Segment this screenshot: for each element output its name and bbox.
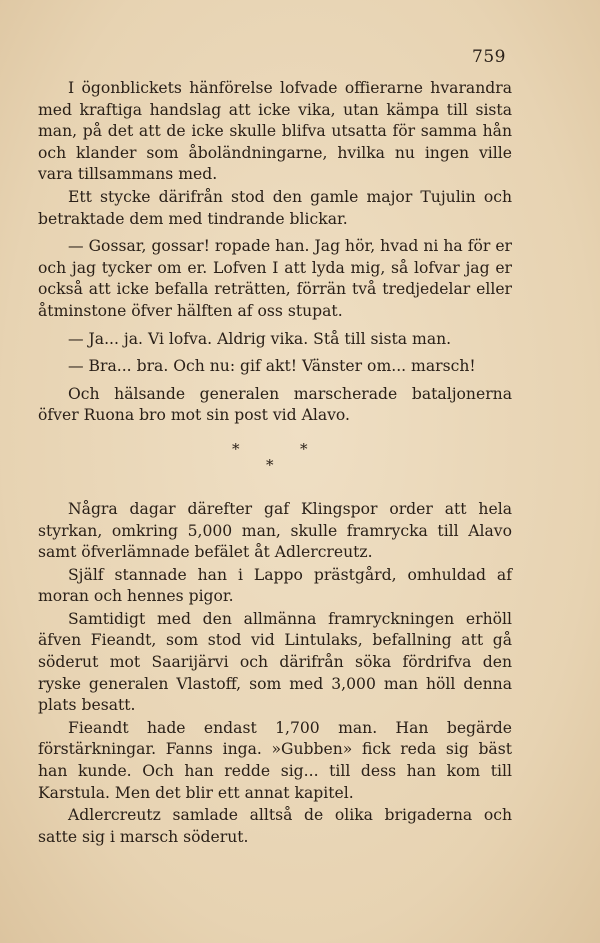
dialogue-paragraph: — Gossar, gossar! ropade han. Jag hör, hvad ni ha för er och jag tycker om er. Lofven I att lyda mig, så lofvar jag er också att icke befalla reträtten, förrän två tredjedelar eller åtminstone öfver hälften af oss stupat. bbox=[38, 237, 512, 320]
paragraph: Samtidigt med den allmänna framryckningen erhöll äfven Fieandt, som stod vid Lintulaks, befallning att gå söderut mot Saarijärvi och därifrån söka fördrifva den ryske generalen Vlastoff, som med 3,000 man höll denna plats besatt. bbox=[38, 609, 512, 715]
body-text bbox=[38, 78, 512, 848]
paragraph: Själf stannade han i Lappo prästgård, omhuldad af moran och hennes pigor. bbox=[38, 565, 512, 606]
paragraph: Och hälsande generalen marscherade bataljonerna öfver Ruona bro mot sin post vid Alavo. bbox=[38, 384, 512, 425]
separator-star: * bbox=[300, 439, 308, 458]
page-number: 759 bbox=[472, 47, 506, 67]
dialogue-paragraph: — Bra... bra. Och nu: gif akt! Vänster om... marsch! bbox=[68, 357, 476, 376]
paragraph: Några dagar därefter gaf Klingspor order att hela styrkan, omkring 5,000 man, skulle framrycka till Alavo samt öfverlämnade befälet åt Adlercreutz. bbox=[38, 499, 512, 562]
paragraph: Ett stycke därifrån stod den gamle major Tujulin och betraktade dem med tindrande blickar. bbox=[38, 187, 512, 228]
separator-star: * bbox=[232, 439, 240, 458]
paragraph: Adlercreutz samlade alltså de olika brigaderna och satte sig i marsch söderut. bbox=[38, 806, 512, 846]
dialogue-paragraph: — Ja... ja. Vi lofva. Aldrig vika. Stå till sista man. bbox=[68, 329, 452, 348]
separator-star: * bbox=[266, 455, 274, 474]
paragraph: I ögonblickets hänförelse lofvade offierarne hvarandra med kraftiga handslag att icke vika, utan kämpa till sista man, på det att de icke skulle blifva utsatta för samma hån och klander som åboländningarne, hvilka nu ingen ville vara tillsammans med. bbox=[38, 79, 512, 184]
paragraph: Fieandt hade endast 1,700 man. Han begärde förstärkningar. Fanns inga. »Gubben» fick reda sig bäst han kunde. Och han redde sig... till dess han kom till Karstula. Men det blir ett annat kapitel. bbox=[38, 718, 512, 802]
section-separator bbox=[38, 435, 512, 493]
